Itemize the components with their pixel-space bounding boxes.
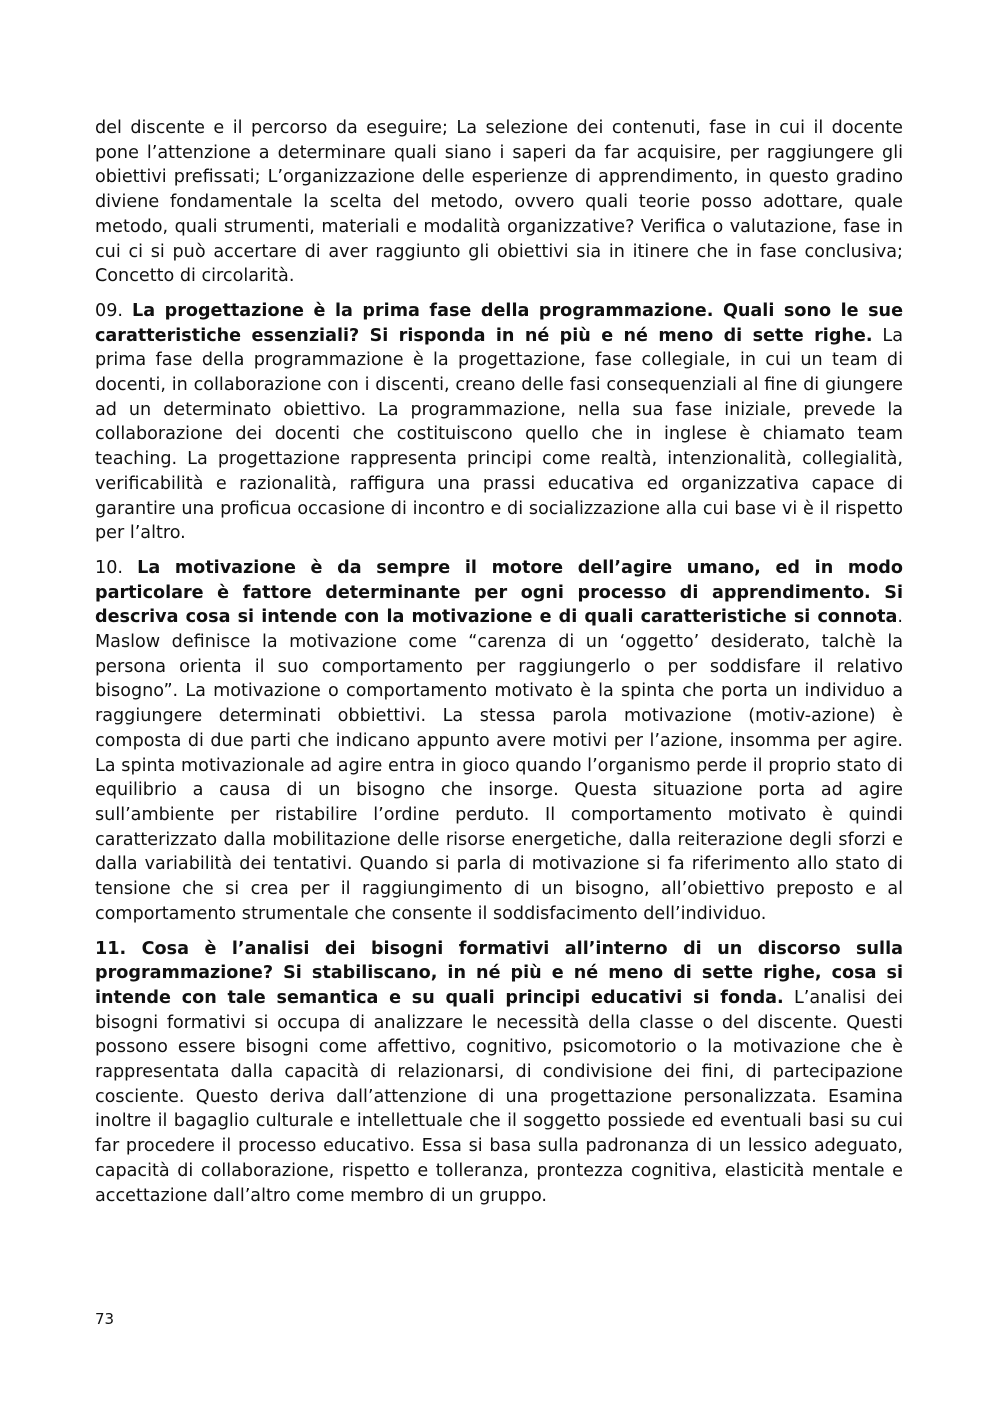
question-number: 09.	[95, 300, 132, 321]
paragraph-question-09	[95, 299, 903, 546]
page-number: 73	[95, 1310, 115, 1328]
paragraph-continuation	[95, 116, 903, 289]
answer-text: . Maslow definisce la motivazione come “carenza di un ‘oggetto’ desiderato, talchè la persona orienta il suo comportamento per raggiungerlo o per soddisfare il relativo bisogno”. La motivazione o comportamento motivato è la spinta che porta un individuo a raggiungere determinati obbiettivi. La stessa parola motivazione (motiv-azione) è composta di due parti che indicano appunto avere motivi per l’azione, insomma per agire. La spinta motivazionale ad agire entra in gioco quando l’organismo perde il proprio stato di equilibrio a causa di un bisogno che insorge. Questa situazione porta ad agire sull’ambiente per ristabilire l’ordine perduto. Il comportamento motivato è quindi caratterizzato dalla mobilitazione delle risorse energetiche, dalla reiterazione degli sforzi e dalla variabilità dei tentativi. Quando si parla di motivazione si fa riferimento allo stato di tensione che si crea per il raggiungimento di un bisogno, all’obiettivo preposto e al comportamento strumentale che consente il soddisfacimento dell’individuo.	[95, 607, 903, 924]
answer-text: La prima fase della programmazione è la progettazione, fase collegiale, in cui un team di docenti, in collaborazione con i discenti, creano delle fasi consequenziali al fine di giungere ad un determinato obiettivo. La programmazione, nella sua fase iniziale, prevede la collaborazione dei docenti che costituiscono quello che in inglese è chiamato team teaching. La progettazione rappresenta principi come realtà, intenzionalità, collegialità, verificabilità e razionalità, raffigura una prassi educativa ed organizzativa capace di garantire una proficua occasione di incontro e di socializzazione alla cui base vi è il rispetto per l’altro.	[95, 325, 903, 544]
question-text: La motivazione è da sempre il motore dell’agire umano, ed in modo particolare è fattore determinante per ogni processo di apprendimento. Si descriva cosa si intende con la motivazione e di quali caratteristiche si connota	[95, 557, 903, 628]
question-text: La progettazione è la prima fase della programmazione. Quali sono le sue caratteristiche essenziali? Si risponda in né più e né meno di sette righe.	[95, 300, 903, 346]
paragraph-question-10	[95, 556, 903, 927]
paragraph-text: del discente e il percorso da eseguire; La selezione dei contenuti, fase in cui il docente pone l’attenzione a determinare quali siano i saperi da far acquisire, per raggiungere gli obiettivi prefissati; L’organizzazione delle esperienze di apprendimento, in questo gradino diviene fondamentale la scelta del metodo, ovvero quali teorie posso adottare, quale metodo, quali strumenti, materiali e modalità organizzative? Verifica o valutazione, fase in cui ci si può accertare di aver raggiunto gli obiettivi sia in itinere che in fase conclusiva; Concetto di circolarità.	[95, 118, 903, 287]
question-number: 10.	[95, 557, 138, 578]
answer-text: L’analisi dei bisogni formativi si occupa di analizzare le necessità della classe o del discente. Questi possono essere bisogni come affettivo, cognitivo, psicomotorio o la motivazione che è rappresentata dalla capacità di relazionarsi, di condivisione dei fini, di partecipazione cosciente. Questo deriva dall’attenzione di una progettazione personalizzata. Esamina inoltre il bagaglio culturale e intellettuale che il soggetto possiede ed eventuali basi su cui far procedere il processo educativo. Essa si basa sulla padronanza di un lessico adeguato, capacità di collaborazione, rispetto e tolleranza, prontezza cognitiva, elasticità mentale e accettazione dall’altro come membro di un gruppo.	[95, 987, 903, 1206]
question-text: 11. Cosa è l’analisi dei bisogni formativi all’interno di un discorso sulla programmazione? Si stabiliscano, in né più e né meno di sette righe, cosa si intende con tale semantica e su quali principi educativi si fonda.	[95, 938, 903, 1008]
page-body	[95, 116, 903, 1218]
paragraph-question-11	[95, 937, 903, 1209]
